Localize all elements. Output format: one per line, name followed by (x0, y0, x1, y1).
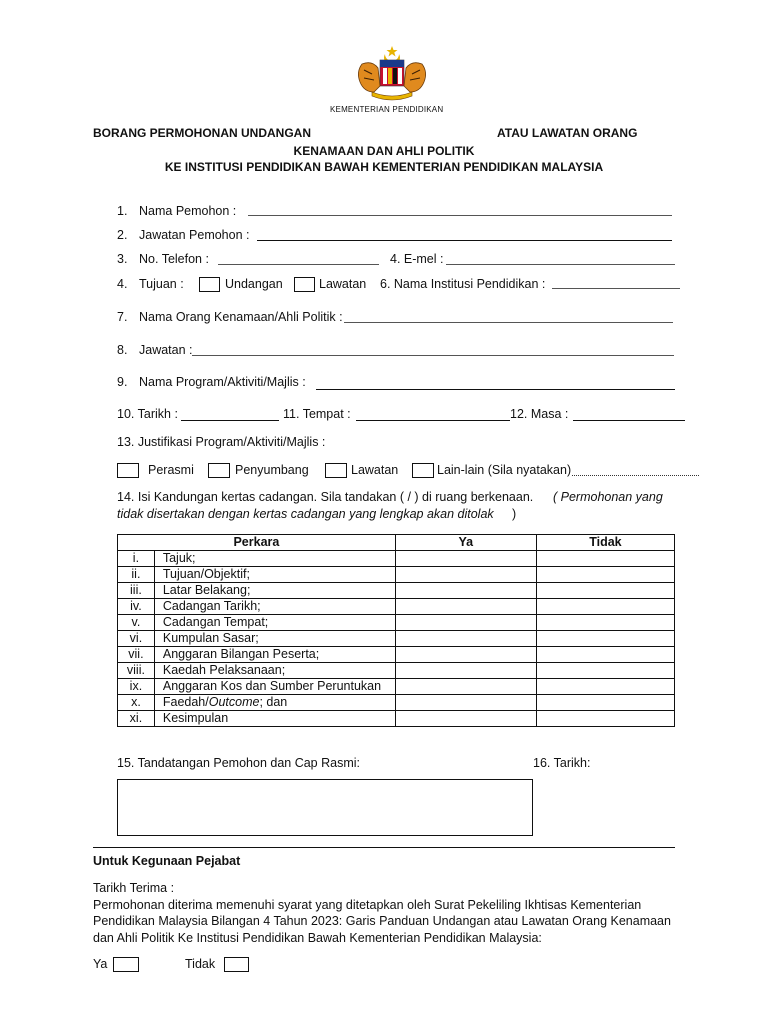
vip-name-label: Nama Orang Kenamaan/Ahli Politik : (139, 310, 343, 324)
table-row (118, 551, 675, 567)
vip-position-label: Jawatan : (139, 343, 193, 357)
office-heading: Untuk Kegunaan Pejabat (93, 854, 241, 868)
table-row (118, 599, 675, 615)
row-number: vi. (118, 631, 155, 647)
field-number: 8. (117, 343, 128, 357)
email-line[interactable] (446, 264, 675, 265)
time-label: 12. Masa : (510, 407, 569, 421)
field-number: 9. (117, 375, 128, 389)
table-row (118, 695, 675, 711)
venue-label: 11. Tempat : (283, 407, 351, 421)
row-number: i. (118, 551, 155, 567)
proposal-instruction: 14. Isi Kandungan kertas cadangan. Sila tandakan ( / ) di ruang berkenaan. (117, 490, 534, 504)
yes-cell[interactable] (395, 599, 536, 615)
row-number: xi. (118, 711, 155, 727)
no-cell[interactable] (536, 567, 674, 583)
phone-label: No. Telefon : (139, 252, 209, 266)
no-cell[interactable] (536, 647, 674, 663)
yes-cell[interactable] (395, 567, 536, 583)
row-item-italic: Outcome (208, 695, 260, 709)
row-item: Kumpulan Sasar; (154, 631, 395, 647)
applicant-name-line[interactable] (248, 215, 672, 216)
row-item: Anggaran Bilangan Peserta; (154, 647, 395, 663)
justification-visit-checkbox[interactable] (325, 463, 347, 478)
yes-cell[interactable] (395, 663, 536, 679)
form-title-right: ATAU LAWATAN ORANG (497, 126, 638, 140)
table-row (118, 663, 675, 679)
no-cell[interactable] (536, 583, 674, 599)
malaysia-coat-of-arms-icon (352, 46, 432, 104)
row-number: viii. (118, 663, 155, 679)
email-label: 4. E-mel : (390, 252, 444, 266)
justification-other-line[interactable] (572, 475, 699, 476)
form-title-left: BORANG PERMOHONAN UNDANGAN (93, 126, 311, 140)
row-number: ii. (118, 567, 155, 583)
form-title-line3: KE INSTITUSI PENDIDIKAN BAWAH KEMENTERIAN PENDIDIKAN MALAYSIA (164, 160, 604, 174)
justification-other-label: Lain-lain (Sila nyatakan) (437, 463, 572, 477)
received-date-label: Tarikh Terima : (93, 881, 175, 895)
table-row (118, 679, 675, 695)
proposal-checklist-table (117, 534, 675, 727)
field-number: 1. (117, 204, 128, 218)
row-item: Anggaran Kos dan Sumber Peruntukan (154, 679, 395, 695)
date-line[interactable] (181, 420, 279, 421)
header-perkara: Perkara (118, 535, 396, 551)
field-number: 2. (117, 228, 128, 242)
row-item-part: Faedah/ (162, 695, 209, 709)
no-cell[interactable] (536, 679, 674, 695)
form-title-line2: KENAMAAN DAN AHLI POLITIK (293, 144, 475, 158)
row-item: Tujuan/Objektif; (154, 567, 395, 583)
institution-name-line[interactable] (552, 288, 680, 289)
date-label: 10. Tarikh : (117, 407, 178, 421)
yes-cell[interactable] (395, 679, 536, 695)
no-cell[interactable] (536, 551, 674, 567)
program-name-line[interactable] (316, 389, 675, 390)
vip-position-line[interactable] (192, 355, 674, 356)
justification-contributor-label: Penyumbang (235, 463, 309, 477)
table-row (118, 711, 675, 727)
row-number: iii. (118, 583, 155, 599)
field-number: 4. (117, 277, 128, 291)
ministry-logo (352, 46, 432, 104)
yes-cell[interactable] (395, 583, 536, 599)
field-number: 7. (117, 310, 128, 324)
venue-line[interactable] (356, 420, 510, 421)
purpose-invitation-checkbox[interactable] (199, 277, 220, 292)
yes-cell[interactable] (395, 695, 536, 711)
row-number: vii. (118, 647, 155, 663)
table-row (118, 647, 675, 663)
office-divider (93, 847, 675, 848)
no-cell[interactable] (536, 711, 674, 727)
justification-contributor-checkbox[interactable] (208, 463, 230, 478)
yes-cell[interactable] (395, 551, 536, 567)
row-item: Cadangan Tempat; (154, 615, 395, 631)
purpose-invitation-label: Undangan (225, 277, 283, 291)
justification-officiate-label: Perasmi (148, 463, 194, 477)
row-item: Kaedah Pelaksanaan; (154, 663, 395, 679)
justification-label: 13. Justifikasi Program/Aktiviti/Majlis : (117, 435, 326, 449)
purpose-visit-checkbox[interactable] (294, 277, 315, 292)
yes-cell[interactable] (395, 615, 536, 631)
table-row (118, 615, 675, 631)
yes-cell[interactable] (395, 711, 536, 727)
applicant-position-line[interactable] (257, 240, 672, 241)
applicant-name-label: Nama Pemohon : (139, 204, 237, 218)
row-item-part: ; dan (259, 695, 288, 709)
program-name-label: Nama Program/Aktiviti/Majlis : (139, 375, 306, 389)
row-item: Tajuk; (154, 551, 395, 567)
header-ya: Ya (395, 535, 536, 551)
no-cell[interactable] (536, 663, 674, 679)
signature-date-label: 16. Tarikh: (533, 756, 591, 770)
row-item: Latar Belakang; (154, 583, 395, 599)
no-cell[interactable] (536, 695, 674, 711)
no-cell[interactable] (536, 631, 674, 647)
institution-name-label: 6. Nama Institusi Pendidikan : (380, 277, 546, 291)
applicant-position-label: Jawatan Pemohon : (139, 228, 250, 242)
justification-other-checkbox[interactable] (412, 463, 434, 478)
row-item: Kesimpulan (154, 711, 395, 727)
proposal-note-close: ) (512, 507, 517, 521)
vip-name-line[interactable] (344, 322, 673, 323)
justification-officiate-checkbox[interactable] (117, 463, 139, 478)
row-item (154, 695, 395, 711)
row-item: Cadangan Tarikh; (154, 599, 395, 615)
purpose-visit-label: Lawatan (319, 277, 367, 291)
yes-cell[interactable] (395, 631, 536, 647)
table-row (118, 567, 675, 583)
proposal-note-start: ( Permohonan yang (553, 490, 663, 504)
row-number: iv. (118, 599, 155, 615)
row-number: v. (118, 615, 155, 631)
office-yes-checkbox[interactable] (113, 957, 139, 972)
justification-visit-label: Lawatan (351, 463, 399, 477)
proposal-note-end: tidak disertakan dengan kertas cadangan yang lengkap akan ditolak (117, 507, 494, 521)
field-number: 3. (117, 252, 128, 266)
header-tidak: Tidak (536, 535, 674, 551)
table-row (118, 583, 675, 599)
purpose-label: Tujuan : (139, 277, 184, 291)
office-statement: Permohonan diterima memenuhi syarat yang ditetapkan oleh Surat Pekeliling Ikhtisas Kementerian Pendidikan Malaysia Bilangan 4 Tahun 2023: Garis Panduan Undangan atau Lawatan Orang Kenamaan dan Ahli Politik Ke Institusi Pendidikan Bawah Kementerian Pendidikan Malaysia: (93, 898, 671, 945)
phone-line[interactable] (218, 264, 379, 265)
time-line[interactable] (573, 420, 685, 421)
no-cell[interactable] (536, 615, 674, 631)
yes-cell[interactable] (395, 647, 536, 663)
no-cell[interactable] (536, 599, 674, 615)
office-yes-label: Ya (93, 957, 108, 971)
office-no-label: Tidak (185, 957, 216, 971)
row-number: x. (118, 695, 155, 711)
signature-label: 15. Tandatangan Pemohon dan Cap Rasmi: (117, 756, 360, 770)
logo-caption: KEMENTERIAN PENDIDIKAN (330, 105, 444, 114)
signature-box[interactable] (117, 779, 533, 836)
row-number: ix. (118, 679, 155, 695)
table-row (118, 631, 675, 647)
office-no-checkbox[interactable] (224, 957, 249, 972)
